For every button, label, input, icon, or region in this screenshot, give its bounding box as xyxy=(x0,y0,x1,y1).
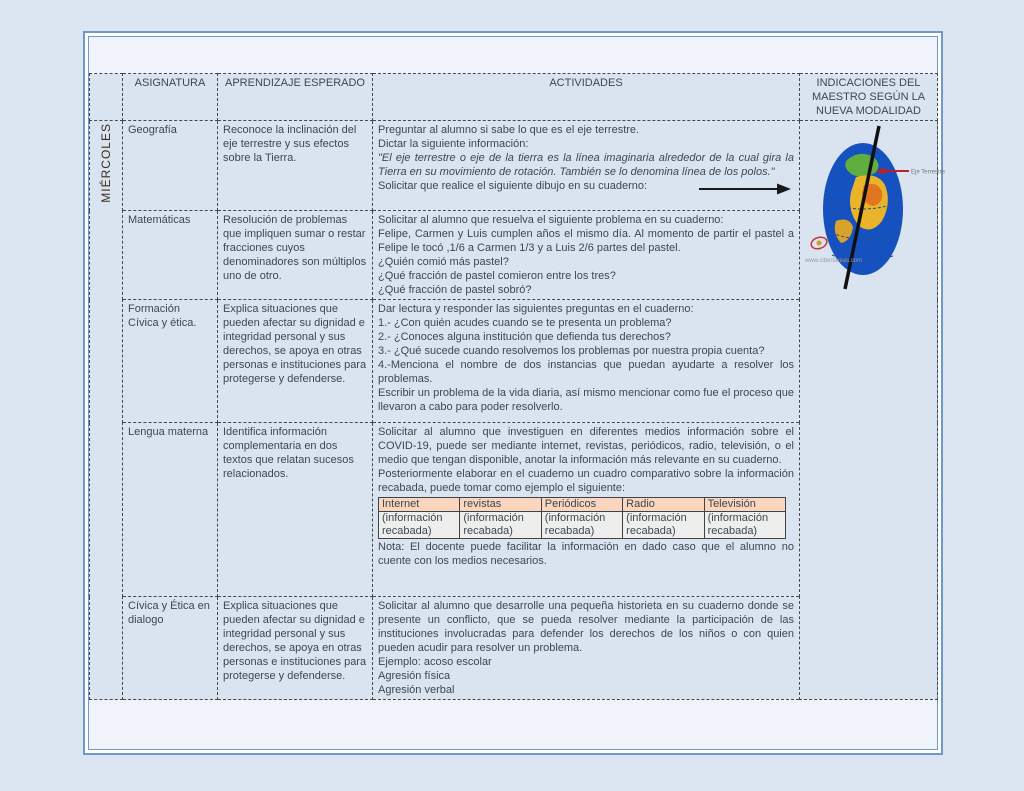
day-cell xyxy=(90,121,123,700)
activities-cell xyxy=(373,211,800,300)
activity-line: 2.- ¿Conoces alguna institución que defienda tus derechos? xyxy=(378,331,671,343)
activity-line: Agresión verbal xyxy=(378,684,455,696)
subject-cell: Formación Cívica y ética. xyxy=(123,300,218,423)
activities-cell xyxy=(373,423,800,597)
activity-paragraph: Solicitar al alumno que investiguen en diferentes medios información sobre el COVID-19, puede ser mediante internet, revistas, periódicos, radio, televisión, o el medio que tengan disponible, anotar la información más relevante en su cuaderno. xyxy=(378,426,794,466)
table-row-geografia xyxy=(90,121,938,211)
page-frame xyxy=(88,36,945,750)
activity-line: 1.- ¿Con quién acudes cuando se te presenta un problema? xyxy=(378,317,672,329)
activity-note: Nota: El docente puede facilitar la información en dado caso que el alumno no cuente con los medios necesarios. xyxy=(378,541,794,567)
expected-cell: Explica situaciones que pueden afectar su dignidad e integridad personal y sus derechos, se apoya en otras personas e instituciones para protegerse y defenderse. xyxy=(218,300,373,423)
watermark-text: www.cibertareas.com xyxy=(805,258,863,264)
lesson-plan-table xyxy=(89,73,945,700)
expected-cell: Resolución de problemas que impliquen sumar o restar fracciones cuyos denominadores son múltiplos uno de otro. xyxy=(218,211,373,300)
activity-line: Agresión física xyxy=(378,670,451,682)
activity-line: Escribir un problema de la vida diaria, así mismo mencionar como fue el proceso que llevaron a cabo para poder resolverlo. xyxy=(378,387,794,413)
col-header-actividades: ACTIVIDADES xyxy=(373,74,800,121)
header-row xyxy=(90,74,938,121)
earth-globe-illustration xyxy=(805,123,945,293)
activity-paragraph: Solicitar al alumno que desarrolle una pequeña historieta en su cuaderno donde se presente un conflicto, que se pueda resolver mediante la participación de las instituciones involucradas para defender los derechos de los niños o con quien pueden acudir para resolver un problema. xyxy=(378,600,794,654)
media-col-internet: Internet xyxy=(379,498,460,512)
activities-cell xyxy=(373,121,800,211)
axis-label: Eje Terrestre xyxy=(911,169,945,176)
media-cell: (información recabada) xyxy=(541,512,622,539)
right-arrow-icon xyxy=(699,182,791,200)
day-label: MIÉRCOLES xyxy=(99,123,113,203)
media-comparison-table xyxy=(378,497,786,539)
activity-line: Felipe, Carmen y Luis cumplen años el mismo día. Al momento de partir el pastel a Felipe le tocó ,1/6 a Carmen 1/3 y a Luis 2/6 partes del pastel. xyxy=(378,228,794,254)
site-logo-dot xyxy=(817,241,822,246)
subject-cell: Cívica y Ética en dialogo xyxy=(123,597,218,700)
media-col-revistas: revistas xyxy=(460,498,541,512)
subject-cell: Matemáticas xyxy=(123,211,218,300)
activity-line: Solicitar que realice el siguiente dibujo en su cuaderno: xyxy=(378,180,648,192)
media-cell: (información recabada) xyxy=(460,512,541,539)
expected-cell: Reconoce la inclinación del eje terrestre y sus efectos sobre la Tierra. xyxy=(218,121,373,211)
activities-cell xyxy=(373,597,800,700)
activity-line: 4.-Menciona el nombre de dos instancias que puedan ayudarte a resolver los problemas. xyxy=(378,359,794,385)
activity-paragraph: Posteriormente elaborar en el cuaderno un cuadro comparativo sobre la información recabada, puede tomar como ejemplo el siguiente: xyxy=(378,468,794,494)
media-cell: (información recabada) xyxy=(379,512,460,539)
activity-quote: "El eje terrestre o eje de la tierra es la línea imaginaria alrededor de la cual gira la Tierra en su movimiento de rotación. También se lo denomina línea de los polos." xyxy=(378,152,794,178)
media-cell: (información recabada) xyxy=(704,512,785,539)
activity-line: Dictar la siguiente información: xyxy=(378,138,529,150)
media-col-television: Televisión xyxy=(704,498,785,512)
activity-line: ¿Quién comió más pastel? xyxy=(378,256,509,268)
media-cell: (información recabada) xyxy=(623,512,704,539)
col-header-asignatura: ASIGNATURA xyxy=(123,74,218,121)
activity-line: Preguntar al alumno si sabe lo que es el eje terrestre. xyxy=(378,124,640,136)
activity-line: ¿Qué fracción de pastel sobró? xyxy=(378,284,532,296)
activity-line: ¿Qué fracción de pastel comieron entre los tres? xyxy=(378,270,616,282)
media-header-row xyxy=(379,498,786,512)
activity-line: Ejemplo: acoso escolar xyxy=(378,656,492,668)
expected-cell: Identifica información complementaria en dos textos que relatan sucesos relacionados. xyxy=(218,423,373,597)
col-header-indicaciones: INDICACIONES DEL MAESTRO SEGÚN LA NUEVA MODALIDAD xyxy=(800,74,938,121)
corner-spacer xyxy=(90,74,123,121)
page xyxy=(83,31,943,755)
media-col-periodicos: Periódicos xyxy=(541,498,622,512)
media-data-row xyxy=(379,512,786,539)
subject-cell: Lengua materna xyxy=(123,423,218,597)
activity-line: 3.- ¿Qué sucede cuando resolvemos los problemas por nuestra propia cuenta? xyxy=(378,345,765,357)
activities-cell xyxy=(373,300,800,423)
indications-cell xyxy=(800,121,945,700)
subject-cell: Geografía xyxy=(123,121,218,211)
media-col-radio: Radio xyxy=(623,498,704,512)
col-header-aprendizaje: APRENDIZAJE ESPERADO xyxy=(218,74,373,121)
expected-cell: Explica situaciones que pueden afectar su dignidad e integridad personal y sus derechos, se apoya en otras personas e instituciones para protegerse y defenderse. xyxy=(218,597,373,700)
activity-line: Dar lectura y responder las siguientes preguntas en el cuaderno: xyxy=(378,303,694,315)
activity-line: Solicitar al alumno que resuelva el siguiente problema en su cuaderno: xyxy=(378,214,724,226)
